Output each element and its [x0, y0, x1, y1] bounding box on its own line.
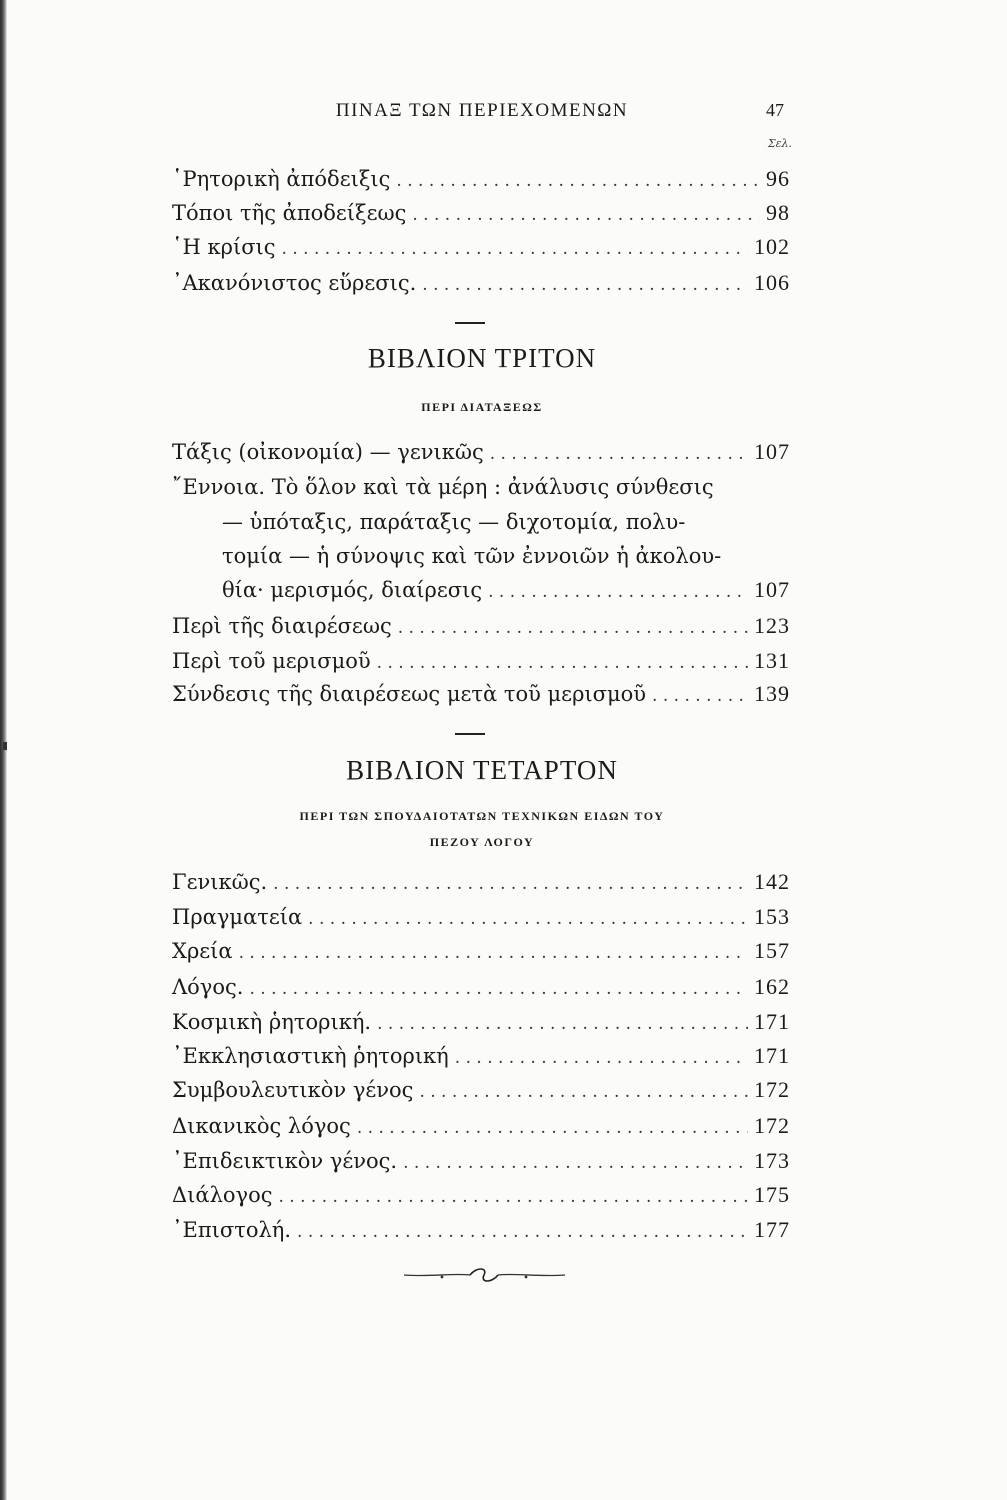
toc-entry[interactable] [172, 901, 790, 933]
leader-dots [403, 1147, 748, 1179]
entry-page: 171 [754, 1009, 790, 1034]
entry-page: 102 [754, 234, 790, 259]
entry-title: Περὶ τοῦ μερισμοῦ [172, 649, 371, 673]
leader-dots [412, 199, 760, 231]
toc-entry[interactable] [172, 231, 790, 263]
toc-entry[interactable] [172, 1145, 790, 1177]
running-header [172, 100, 792, 130]
leader-dots [282, 233, 748, 265]
toc-entry[interactable] [172, 1006, 790, 1038]
entry-title: Πραγματεία [172, 905, 303, 929]
book-four-subtitle: ΠΕΡΙ ΤΩΝ ΣΠΟΥΔΑΙΟΤΑΤΩΝ ΤΕΧΝΙΚΩΝ ΕΙΔΩΝ ΤΟΥ [299, 809, 665, 823]
toc-entry[interactable] [172, 1179, 790, 1211]
entry-page: 107 [754, 439, 790, 464]
entry-line: — ὑπόταξις, παράταξις — διχοτομία, πολυ- [222, 510, 686, 534]
leader-dots [279, 1181, 749, 1213]
leader-dots [490, 438, 748, 470]
entry-title: Κοσμικὴ ῥητορική. [172, 1010, 372, 1034]
section-divider [455, 322, 485, 324]
end-ornament-icon [402, 1265, 567, 1285]
entry-page: 171 [754, 1043, 790, 1068]
toc-entry[interactable] [172, 163, 790, 195]
leader-dots [419, 1076, 748, 1108]
leader-dots [396, 165, 760, 197]
leader-dots [357, 1112, 748, 1144]
leader-dots [422, 269, 748, 301]
toc-entry[interactable] [172, 436, 790, 468]
book-three-subtitle: ΠΕΡΙ ΔΙΑΤΑΞΕΩΣ [421, 400, 543, 414]
entry-title: Δικανικὸς λόγος [172, 1114, 351, 1138]
entry-title: ῾Ρητορικὴ ἀπόδειξις [172, 167, 391, 191]
entry-page: 157 [754, 938, 790, 963]
entry-title: Διάλογος [172, 1183, 273, 1207]
page-number: 47 [766, 100, 784, 120]
toc-entry[interactable] [172, 1110, 790, 1142]
section-divider [455, 733, 485, 735]
entry-page: 162 [754, 974, 790, 999]
entry-page: 139 [754, 681, 790, 706]
toc-entry[interactable] [172, 1040, 790, 1072]
toc-entry[interactable] [172, 1214, 790, 1246]
entry-title: ᾿Εκκλησιαστικὴ ῥητορική [172, 1044, 449, 1068]
book-four-subtitle: ΠΕΖΟΥ ΛΟΓΟΥ [429, 835, 535, 849]
entry-page: 107 [754, 577, 790, 602]
entry-title: θία· μερισμός, διαίρεσις [222, 578, 483, 602]
leader-dots [308, 903, 748, 935]
toc-entry[interactable] [172, 1074, 790, 1106]
entry-title: Περὶ τῆς διαιρέσεως [172, 614, 392, 638]
entry-title: ῾Η κρίσις [172, 235, 276, 259]
book-spine-edge [0, 0, 7, 1500]
leader-dots [377, 647, 748, 679]
toc-entry[interactable] [172, 610, 790, 642]
entry-line: τομία — ἡ σύνοψις καὶ τῶν ἐννοιῶν ἡ ἀκολου- [222, 544, 722, 568]
entry-title: Τόποι τῆς ἀποδείξεως [172, 201, 407, 225]
leader-dots [488, 576, 748, 608]
entry-title: ᾿Επιδεικτικὸν γένος. [172, 1149, 398, 1173]
leader-dots [273, 868, 748, 900]
leader-dots [652, 680, 748, 712]
entry-title: Τάξις (οἰκονομία) — γενικῶς [172, 440, 484, 464]
entry-page: 177 [754, 1217, 790, 1242]
toc-entry[interactable] [172, 866, 790, 898]
edge-mark [3, 742, 7, 750]
entry-line: ῎Εννοια. Τὸ ὅλον καὶ τὰ μέρη : ἀνάλυσις σύνθεσις [172, 475, 714, 499]
leader-dots [398, 612, 748, 644]
entry-title: Σύνδεσις τῆς διαιρέσεως μετὰ τοῦ μερισμοῦ [172, 682, 647, 706]
entry-page: 96 [766, 166, 790, 191]
toc-entry[interactable] [172, 645, 790, 677]
book-three-title: ΒΙΒΛΙΟΝ ΤΡΙΤΟΝ [367, 343, 597, 373]
leader-dots [239, 937, 748, 969]
leader-dots [455, 1042, 748, 1074]
entry-page: 131 [754, 648, 790, 673]
entry-page: 106 [754, 270, 790, 295]
leader-dots [377, 1008, 748, 1040]
toc-entry[interactable] [172, 971, 790, 1003]
entry-page: 98 [766, 200, 790, 225]
entry-page: 142 [754, 869, 790, 894]
entry-page: 153 [754, 904, 790, 929]
entry-title: ᾿Επιστολή. [172, 1218, 292, 1242]
header-title: ΠΙΝΑΞ ΤΩΝ ΠΕΡΙΕΧΟΜΕΝΩΝ [335, 100, 629, 121]
leader-dots [297, 1216, 748, 1248]
toc-entry[interactable] [172, 935, 790, 967]
entry-page: 172 [754, 1077, 790, 1102]
entry-page: 123 [754, 613, 790, 638]
entry-page: 173 [754, 1148, 790, 1173]
leader-dots [249, 973, 748, 1005]
entry-title: Λόγος. [172, 975, 244, 999]
entry-title: Γενικῶς. [172, 870, 268, 894]
toc-entry[interactable] [172, 267, 790, 299]
toc-entry[interactable] [172, 197, 790, 229]
toc-entry[interactable] [222, 574, 790, 606]
toc-entry[interactable] [172, 678, 790, 710]
entry-page: 175 [754, 1182, 790, 1207]
book-four-title: ΒΙΒΛΙΟΝ ΤΕΤΑΡΤΟΝ [346, 755, 618, 785]
entry-title: ᾿Ακανόνιστος εὕρεσις. [172, 271, 417, 295]
entry-page: 172 [754, 1113, 790, 1138]
entry-title: Συμβουλευτικὸν γένος [172, 1078, 414, 1102]
page-column-label: Σελ. [767, 137, 792, 150]
entry-title: Χρεία [172, 939, 233, 963]
